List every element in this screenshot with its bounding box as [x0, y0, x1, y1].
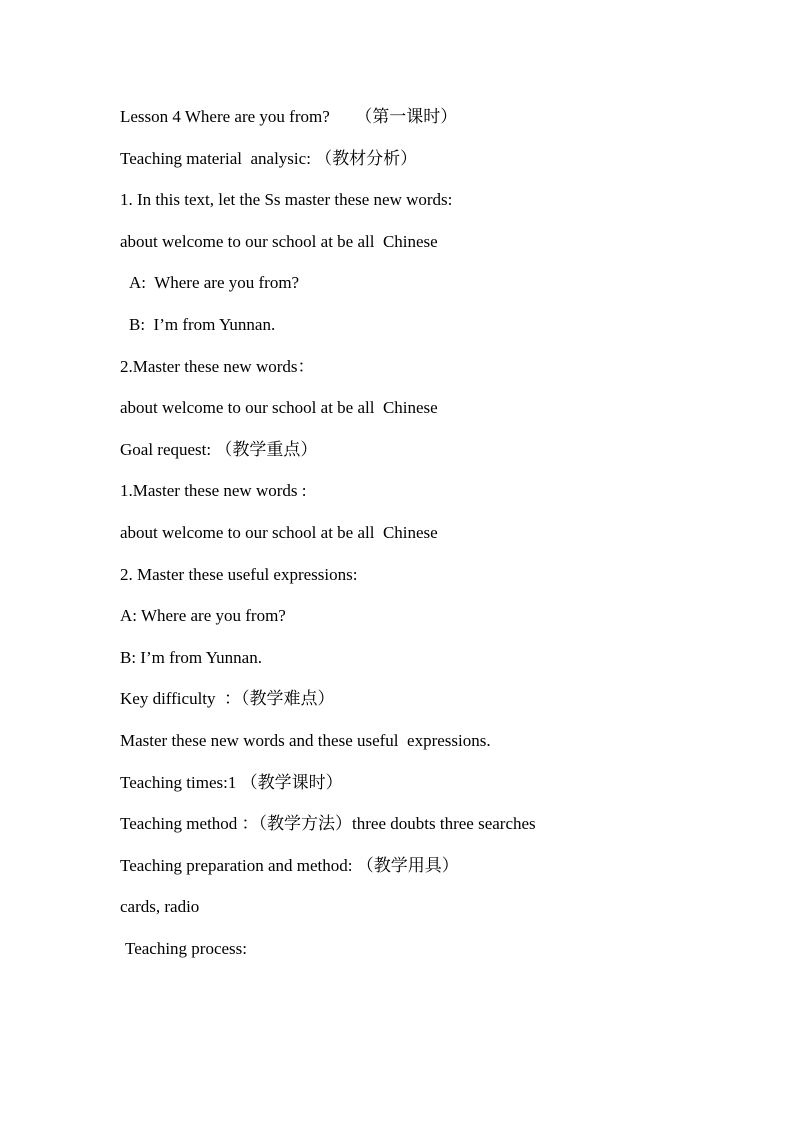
materials-line: cards, radio: [120, 897, 200, 917]
teaching-times-heading: Teaching times:1 （教学课时）: [120, 772, 343, 792]
dialogue-line-b: B: I’m from Yunnan.: [120, 647, 262, 667]
new-words-line: about welcome to our school at be all Chinese: [120, 398, 438, 418]
dialogue-line-a: A: Where are you from?: [120, 606, 286, 626]
teaching-process-heading: Teaching process:: [125, 938, 248, 958]
text-line: Master these new words and these useful expressions.: [120, 730, 491, 750]
lesson-plan-body: [120, 106, 740, 979]
teaching-method-heading: Teaching method ：（教学方法）three doubts three searches: [120, 814, 536, 834]
text-line: 2.Master these new words：: [120, 356, 315, 376]
new-words-line: about welcome to our school at be all Chinese: [120, 231, 438, 251]
dialogue-line-a: A: Where are you from?: [129, 273, 300, 293]
text-line: 1. In this text, let the Ss master these new words:: [120, 190, 453, 210]
new-words-line: about welcome to our school at be all Chinese: [120, 522, 438, 542]
teaching-preparation-heading: Teaching preparation and method: （教学用具）: [120, 855, 459, 875]
lesson-title: Lesson 4 Where are you from? （第一课时）: [120, 107, 458, 126]
text-line: 1.Master these new words :: [120, 481, 307, 501]
dialogue-line-b: B: I’m from Yunnan.: [129, 314, 276, 334]
key-difficulty-heading: Key difficulty ：（教学难点）: [120, 689, 335, 709]
teaching-material-heading: Teaching material analysic: （教材分析）: [120, 148, 418, 168]
text-line: 2. Master these useful expressions:: [120, 564, 358, 584]
goal-request-heading: Goal request: （教学重点）: [120, 439, 318, 459]
